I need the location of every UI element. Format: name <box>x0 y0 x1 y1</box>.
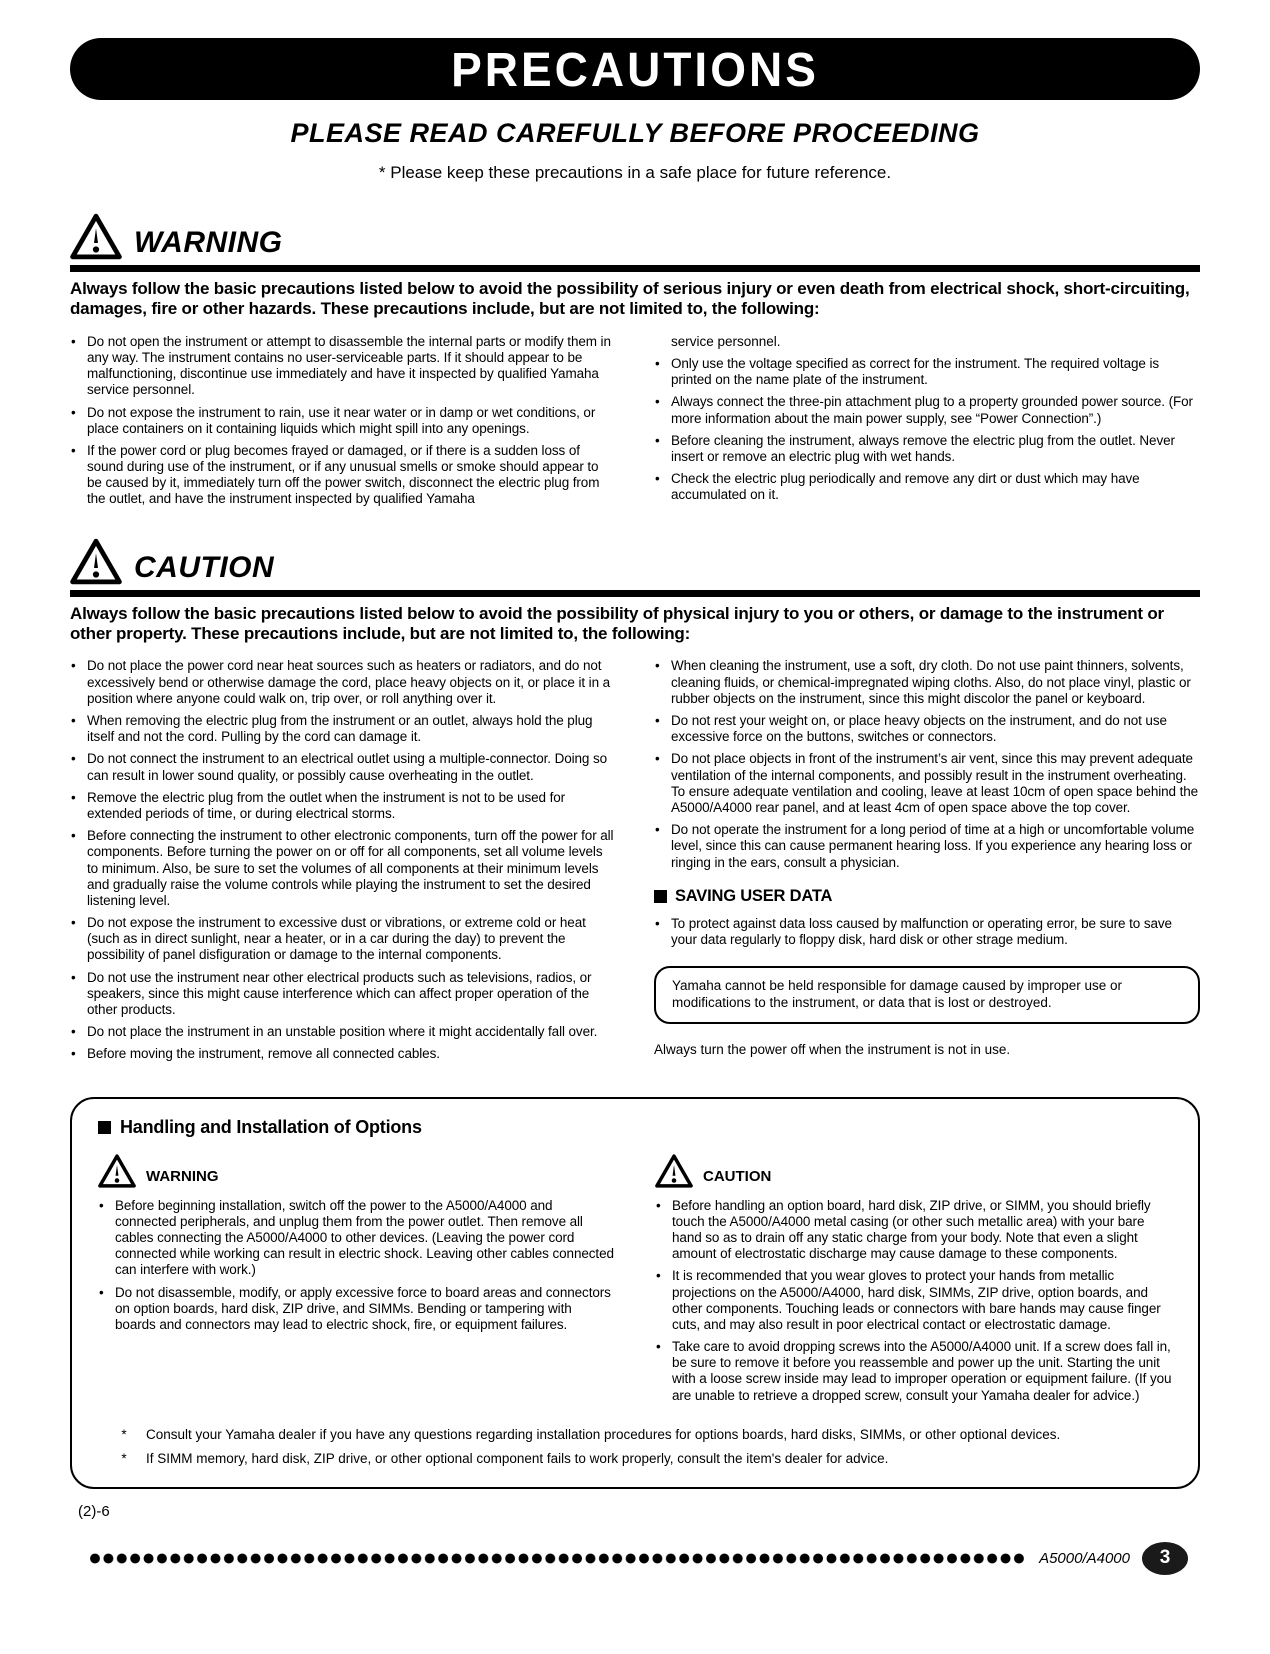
warning-item-continuation: service personnel. <box>671 333 781 349</box>
warning-right-list <box>654 356 1200 504</box>
options-warning-list <box>98 1198 615 1334</box>
warning-item: • Always connect the three-pin attachment plug to a property grounded power source. (For more information about the main power supply, see “Power Connection”.) <box>654 394 1200 426</box>
saving-user-data-item: • To protect against data loss caused by malfunction or operating error, be sure to save your data regularly to floppy disk, hard disk or other strage medium. <box>654 916 1200 948</box>
warning-triangle-icon <box>98 1154 136 1188</box>
options-caution-list <box>655 1198 1172 1404</box>
power-off-note: Always turn the power off when the instrument is not in use. <box>654 1041 1011 1057</box>
page-number: 3 <box>1159 1547 1171 1569</box>
caution-left-column <box>70 658 616 1068</box>
section-divider-bar <box>70 265 1200 272</box>
caution-item: • Before moving the instrument, remove all connected cables. <box>70 1046 616 1062</box>
square-bullet-icon <box>98 1121 111 1134</box>
caution-right-column <box>654 658 1200 1068</box>
warning-item: • Check the electric plug periodically and remove any dirt or dust which may have accumulated on it. <box>654 471 1200 503</box>
caution-item: • Do not rest your weight on, or place heavy objects on the instrument, and do not use excessive force on the buttons, switches or connectors. <box>654 713 1200 745</box>
caution-right-list <box>654 658 1200 870</box>
saving-user-data-title: SAVING USER DATA <box>675 886 833 905</box>
caution-section-heading <box>70 538 1200 585</box>
caution-item: • When removing the electric plug from the instrument or an outlet, always hold the plug itself and not the cord. Pulling by the cord can damage it. <box>70 713 616 745</box>
options-caution-item: • Take care to avoid dropping screws into the A5000/A4000 unit. If a screw does fall in, be sure to remove it before you reassemble and power up the unit. Starting the unit with a loose screw inside may lead to improper operation or equipment failure. (If you are unable to retrieve a dropped screw, consult your Yamaha dealer for advice.) <box>655 1339 1172 1404</box>
asterisk-marker: * <box>121 1426 127 1442</box>
options-columns <box>98 1150 1172 1410</box>
warning-item: • Do not expose the instrument to rain, use it near water or in damp or wet conditions, or place containers on it containing liquids which might spill into any openings. <box>70 405 616 437</box>
options-box-heading <box>98 1117 1172 1138</box>
caution-item: • Do not expose the instrument to excessive dust or vibrations, or extreme cold or heat (such as in direct sunlight, near a heater, or in a car during the day) to prevent the possibility of panel disfiguration or damage to the internal components. <box>70 915 616 964</box>
asterisk-marker: * <box>121 1451 127 1467</box>
caution-item: • Do not place objects in front of the instrument’s air vent, since this may prevent adequate ventilation of the internal components, and possibly result in the instrument overheating. To ensure adequate ventilation and cooling, leave at least 10cm of open space behind the A5000/A4000 rear panel, and at least 4cm of open space above the top cover. <box>654 751 1200 816</box>
options-caution-column <box>655 1150 1172 1410</box>
footer-dotted-rule <box>90 1553 1027 1564</box>
footer <box>90 1542 1188 1575</box>
page-title: PRECAUTIONS <box>451 41 819 97</box>
warning-columns <box>70 334 1200 514</box>
options-box-title: Handling and Installation of Options <box>120 1116 422 1137</box>
options-warning-column <box>98 1150 615 1410</box>
caution-item: • Do not connect the instrument to an electrical outlet using a multiple-connector. Doing so can result in lower sound quality, or possibly cause overheating in the outlet. <box>70 751 616 783</box>
footnote-text: Consult your Yamaha dealer if you have any questions regarding installation procedures for options boards, hard disks, SIMMs, or other optional devices. <box>146 1426 1061 1442</box>
warning-section-title: WARNING <box>134 226 283 259</box>
square-bullet-icon <box>654 890 667 903</box>
page-banner <box>70 38 1200 100</box>
options-caution-heading <box>655 1154 1172 1188</box>
caution-item: • When cleaning the instrument, use a soft, dry cloth. Do not use paint thinners, solvents, cleaning fluids, or chemical-impregnated wiping cloths. Also, do not place vinyl, plastic or rubber objects on the instrument, since this might discolor the panel or keyboard. <box>654 658 1200 707</box>
caution-triangle-icon <box>70 538 122 585</box>
warning-item: • Before cleaning the instrument, always remove the electric plug from the outlet. Never insert or remove an electric plug with wet hands. <box>654 433 1200 465</box>
caution-triangle-icon <box>655 1154 693 1188</box>
warning-section-heading <box>70 213 1200 260</box>
options-caution-item: • It is recommended that you wear gloves to protect your hands from metallic projections on the A5000/A4000, hard disk, SIMMs, ZIP drive, option boards, and other components. Touching leads or connectors with bare hands may cause finger cuts, and may also result in poor electrical contact or electrostatic damage. <box>655 1268 1172 1333</box>
options-caution-item: • Before handling an option board, hard disk, ZIP drive, or SIMM, you should briefly touch the A5000/A4000 metal casing (or other such metallic area) with your bare hand so as to drain off any static charge from your body. Note that even a slight amount of electrostatic discharge may cause damage to these components. <box>655 1198 1172 1263</box>
warning-left-column <box>70 334 616 514</box>
footnote-row <box>118 1450 1172 1468</box>
page-number-badge <box>1142 1542 1188 1575</box>
options-warning-heading <box>98 1154 615 1188</box>
options-warning-item: • Do not disassemble, modify, or apply excessive force to board areas and connectors on option boards, hard disk, ZIP drive, and SIMMs. Bending or tampering with boards and connectors may lead to electric shock, fire, or equipment failures. <box>98 1285 615 1334</box>
section-divider-bar <box>70 590 1200 597</box>
footer-code: (2)-6 <box>78 1502 110 1520</box>
caution-item: • Do not operate the instrument for a long period of time at a high or uncomfortable volume level, since this can cause permanent hearing loss. If you experience any hearing loss or ringing in the ears, consult a physician. <box>654 822 1200 871</box>
warning-item: • Only use the voltage specified as correct for the instrument. The required voltage is printed on the name plate of the instrument. <box>654 356 1200 388</box>
warning-triangle-icon <box>70 213 122 260</box>
warning-intro: Always follow the basic precautions listed below to avoid the possibility of serious injury or even death from electrical shock, short-circuiting, damages, fire or other hazards. These precautions include, but are not limited to, the following: <box>70 279 1190 319</box>
footnote-row <box>118 1426 1172 1444</box>
warning-item: • Do not open the instrument or attempt to disassemble the internal parts or modify them in any way. The instrument contains no user-serviceable parts. If it should appear to be malfunctioning, discontinue use immediately and have it inspected by qualified Yamaha service personnel. <box>70 334 616 399</box>
caution-item: • Do not use the instrument near other electrical products such as televisions, radios, or speakers, since this might cause interference which can affect proper operation of the other products. <box>70 970 616 1019</box>
footnote-text: If SIMM memory, hard disk, ZIP drive, or other optional component fails to work properly, consult the item's dealer for advice. <box>146 1451 889 1467</box>
caution-item: • Do not place the power cord near heat sources such as heaters or radiators, and do not excessively bend or otherwise damage the cord, place heavy objects on it, or place it in a position where anyone could walk on, trip over, or roll anything over it. <box>70 658 616 707</box>
warning-item: • If the power cord or plug becomes frayed or damaged, or if there is a sudden loss of sound during use of the instrument, or if any unusual smells or smoke should appear to be caused by it, immediately turn off the power switch, disconnect the electric plug from the outlet, and have the instrument inspected by qualified Yamaha <box>70 443 616 508</box>
caution-item: • Remove the electric plug from the outlet when the instrument is not to be used for extended periods of time, or during electrical storms. <box>70 790 616 822</box>
warning-right-column <box>654 334 1200 514</box>
keep-note: * Please keep these precautions in a safe place for future reference. <box>378 163 892 182</box>
options-box <box>70 1097 1200 1489</box>
options-warning-item: • Before beginning installation, switch off the power to the A5000/A4000 and connected peripherals, and unplug them from the power outlet. Then remove all cables connecting the A5000/A4000 to other devices. (Leaving the power cord connected while working can result in electric shock. Leaving other cables connected can interfere with work.) <box>98 1198 615 1279</box>
caution-left-list <box>70 658 616 1062</box>
saving-user-data-heading <box>654 887 1200 906</box>
saving-user-data-list <box>654 916 1200 948</box>
options-warning-title: WARNING <box>146 1167 219 1185</box>
warning-left-list <box>70 334 616 508</box>
options-footnotes <box>118 1426 1172 1468</box>
caution-section-title: CAUTION <box>134 550 275 584</box>
disclaimer-notice-box: Yamaha cannot be held responsible for damage caused by improper use or modifications to the instrument, or data that is lost or destroyed. <box>654 966 1200 1024</box>
caution-intro: Always follow the basic precautions listed below to avoid the possibility of physical injury to you or others, or damage to the instrument or other property. These precautions include, but are not limited to, the following: <box>70 603 1164 644</box>
page-subtitle: PLEASE READ CAREFULLY BEFORE PROCEEDING <box>290 118 980 148</box>
caution-item: • Do not place the instrument in an unstable position where it might accidentally fall over. <box>70 1024 616 1040</box>
caution-columns <box>70 658 1200 1068</box>
options-caution-title: CAUTION <box>703 1167 772 1185</box>
caution-item: • Before connecting the instrument to other electronic components, turn off the power for all components. Before turning the power on or off for all components, set all volume levels to minimum. Also, be sure to set the volumes of all components at their minimum levels and gradually raise the volume controls while playing the instrument to set the desired listening level. <box>70 828 616 909</box>
footer-model-label: A5000/A4000 <box>1039 1549 1130 1567</box>
